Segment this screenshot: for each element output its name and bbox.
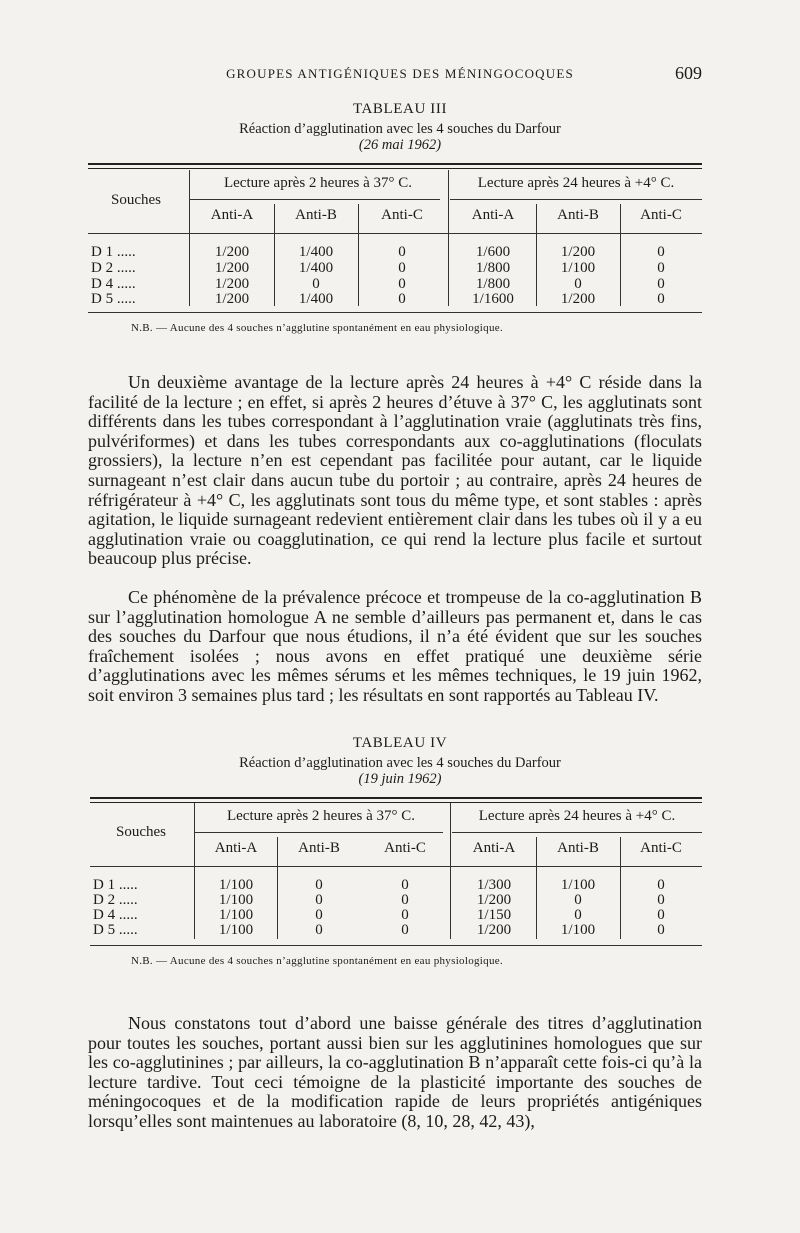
table3-col-anti-b-1: Anti-B xyxy=(295,207,337,223)
table4-cell: 1/100 xyxy=(218,907,254,923)
table3-cell: 1/800 xyxy=(475,276,511,292)
table3-cell: 0 xyxy=(657,291,665,307)
table3-cell: 1/200 xyxy=(214,244,250,260)
table3-cell: 1/200 xyxy=(560,291,596,307)
table4-cell: 0 xyxy=(574,892,582,908)
table4-cell: 1/100 xyxy=(218,892,254,908)
table4-col-anti-a-1: Anti-A xyxy=(214,840,258,856)
table3-souches-header: Souches xyxy=(111,192,161,208)
table3-group2-rule xyxy=(450,199,702,200)
table4-cell: 0 xyxy=(401,877,409,893)
table3-cell: 0 xyxy=(574,276,582,292)
table4-col-anti-c-2: Anti-C xyxy=(640,840,682,856)
table3-cell: 1/400 xyxy=(298,291,334,307)
table3-cell: 0 xyxy=(657,244,665,260)
table3-cell: 0 xyxy=(398,276,406,292)
table4-col-anti-a-2: Anti-A xyxy=(472,840,516,856)
table3-subtitle: Réaction d’agglutination avec les 4 souches du Darfour xyxy=(239,121,561,137)
table4-col-anti-c-1: Anti-C xyxy=(384,840,426,856)
table4-cell: 1/200 xyxy=(476,892,512,908)
table3-row-label: D 1 ..... xyxy=(91,244,136,260)
table3-note: N.B. — Aucune des 4 souches n’agglutine spontanément en eau physiologique. xyxy=(131,322,503,334)
table3-cell: 0 xyxy=(398,291,406,307)
table4-cell: 1/300 xyxy=(476,877,512,893)
table4-date: (19 juin 1962) xyxy=(358,771,442,787)
table4-cell: 1/100 xyxy=(560,922,596,938)
table4-col-anti-b-1: Anti-B xyxy=(298,840,340,856)
table4-cell: 0 xyxy=(657,907,665,923)
table3-row-label: D 4 ..... xyxy=(91,276,136,292)
table3-col-anti-b-2: Anti-B xyxy=(557,207,599,223)
table3-bottom-rule xyxy=(88,312,702,313)
table3-cell: 1/100 xyxy=(560,260,596,276)
table3-cell: 0 xyxy=(657,276,665,292)
table4-cell: 1/150 xyxy=(476,907,512,923)
table4-cell: 0 xyxy=(657,922,665,938)
table4-cell: 0 xyxy=(574,907,582,923)
table4-row-label: D 1 ..... xyxy=(93,877,138,893)
table4-cell: 0 xyxy=(315,922,323,938)
table3-cell: 0 xyxy=(657,260,665,276)
table3-cell: 0 xyxy=(398,244,406,260)
table4-vrule-2 xyxy=(450,803,451,939)
table4-group1-rule xyxy=(195,832,443,833)
table3-cell: 1/800 xyxy=(475,260,511,276)
table4-cell: 1/100 xyxy=(560,877,596,893)
table4-group1-header: Lecture après 2 heures à 37° C. xyxy=(226,808,415,824)
running-title: GROUPES ANTIGÉNIQUES DES MÉNINGOCOQUES xyxy=(226,66,574,81)
table3-row-label: D 5 ..... xyxy=(91,291,136,307)
table3-row-label: D 2 ..... xyxy=(91,260,136,276)
table3-cell: 1/400 xyxy=(298,260,334,276)
table4-cell: 0 xyxy=(401,892,409,908)
table3-cell: 0 xyxy=(398,260,406,276)
table4-col-anti-b-2: Anti-B xyxy=(557,840,599,856)
table4-cell: 1/100 xyxy=(218,922,254,938)
table3-cell: 1/200 xyxy=(214,260,250,276)
table4-row-label: D 5 ..... xyxy=(93,922,138,938)
paragraph-3: Nous constatons tout d’abord une baisse générale des titres d’agglutination pour toutes les souches, portant aussi bien sur les agglutinines homologues que sur les co-agglutinines ; par ailleurs, la co-agglutination B n’apparaît cette fois-ci qu’à la lecture tardive. Tout ceci témoigne de la plasticité importante des souches de méningocoques et de la modification rapide de leurs propriétés antigéniques lorsqu’elles sont maintenues au laboratoire (8, 10, 28, 42, 43), xyxy=(88,1013,702,1131)
paragraph-2: Ce phénomène de la prévalence précoce et trompeuse de la co-agglutination B sur l’agglutination homologue A ne semble d’ailleurs pas permanent et, dans le cas des souches du Darfour que nous étudions, il n’a été évident que sur les souches fraîchement isolées ; nous avons en effet pratiqué une deuxième série d’agglutinations avec les mêmes sérums et les mêmes techniques, le 19 juin 1962, soit environ 3 semaines plus tard ; les résultats en sont rapportés au Tableau IV. xyxy=(88,587,702,705)
paragraph-1: Un deuxième avantage de la lecture après 24 heures à +4° C réside dans la facilité de la lecture ; en effet, si après 2 heures d’étuve à 37° C, les agglutinats sont différents dans les tubes correspondant à l’agglutination vraie (agglutinats très fins, pulvériformes) et dans les tubes correspondants aux co-agglutinations (floculats grossiers), la lecture n’en est cependant pas facilitée pour autant, car le liquide surnageant n’est clair dans aucun tube du portoir ; au contraire, après 24 heures de réfrigérateur à +4° C, les agglutinats sont tous du même type, et sont stables : après agitation, le liquide surnageant redevient entièrement clair dans les tubes où il y a eu agglutination vraie ou coagglutination, ce qui rend la lecture plus facile et surtout beaucoup plus précise. xyxy=(88,372,702,569)
table4-cell: 0 xyxy=(401,922,409,938)
table3-col-anti-c-1: Anti-C xyxy=(381,207,423,223)
table4-cell: 1/100 xyxy=(218,877,254,893)
table3-top-rule xyxy=(88,163,702,169)
table4-row-label: D 2 ..... xyxy=(93,892,138,908)
table3-col-anti-a-2: Anti-A xyxy=(471,207,515,223)
table3-col-anti-c-2: Anti-C xyxy=(640,207,682,223)
running-header xyxy=(0,63,800,83)
table3-cell: 1/200 xyxy=(214,291,250,307)
table4-cell: 1/200 xyxy=(476,922,512,938)
table4-group2-rule xyxy=(452,832,702,833)
table4-title: TABLEAU IV xyxy=(352,735,448,751)
table4-top-rule xyxy=(90,797,702,803)
table3-cell: 1/200 xyxy=(560,244,596,260)
table4-cell: 0 xyxy=(315,892,323,908)
page-number: 609 xyxy=(675,63,702,83)
table3-date: (26 mai 1962) xyxy=(358,137,442,153)
table4-souches-header: Souches xyxy=(116,824,166,840)
table3-cell: 0 xyxy=(312,276,320,292)
table3-cell: 1/400 xyxy=(298,244,334,260)
table3-cell: 1/1600 xyxy=(472,291,514,307)
table4-row-label: D 4 ..... xyxy=(93,907,138,923)
table4-cell: 0 xyxy=(315,877,323,893)
table3-group2-header: Lecture après 24 heures à +4° C. xyxy=(477,175,675,191)
table4-group2-header: Lecture après 24 heures à +4° C. xyxy=(478,808,676,824)
table3-header-rule xyxy=(88,233,702,234)
table3-group1-header: Lecture après 2 heures à 37° C. xyxy=(223,175,412,191)
table3-col-anti-a-1: Anti-A xyxy=(210,207,254,223)
table4-subtitle: Réaction d’agglutination avec les 4 souches du Darfour xyxy=(239,755,561,771)
table3-cell: 1/600 xyxy=(475,244,511,260)
table4-cell: 0 xyxy=(657,877,665,893)
table3-title: TABLEAU III xyxy=(352,101,448,117)
table4-bottom-rule xyxy=(90,945,702,946)
table4-header-rule xyxy=(90,866,702,867)
table3-cell: 1/200 xyxy=(214,276,250,292)
table3-group1-rule xyxy=(190,199,440,200)
table4-note: N.B. — Aucune des 4 souches n’agglutine spontanément en eau physiologique. xyxy=(131,955,503,967)
table3-vrule-2 xyxy=(448,170,449,306)
table4-cell: 0 xyxy=(401,907,409,923)
table4-cell: 0 xyxy=(657,892,665,908)
table4-cell: 0 xyxy=(315,907,323,923)
